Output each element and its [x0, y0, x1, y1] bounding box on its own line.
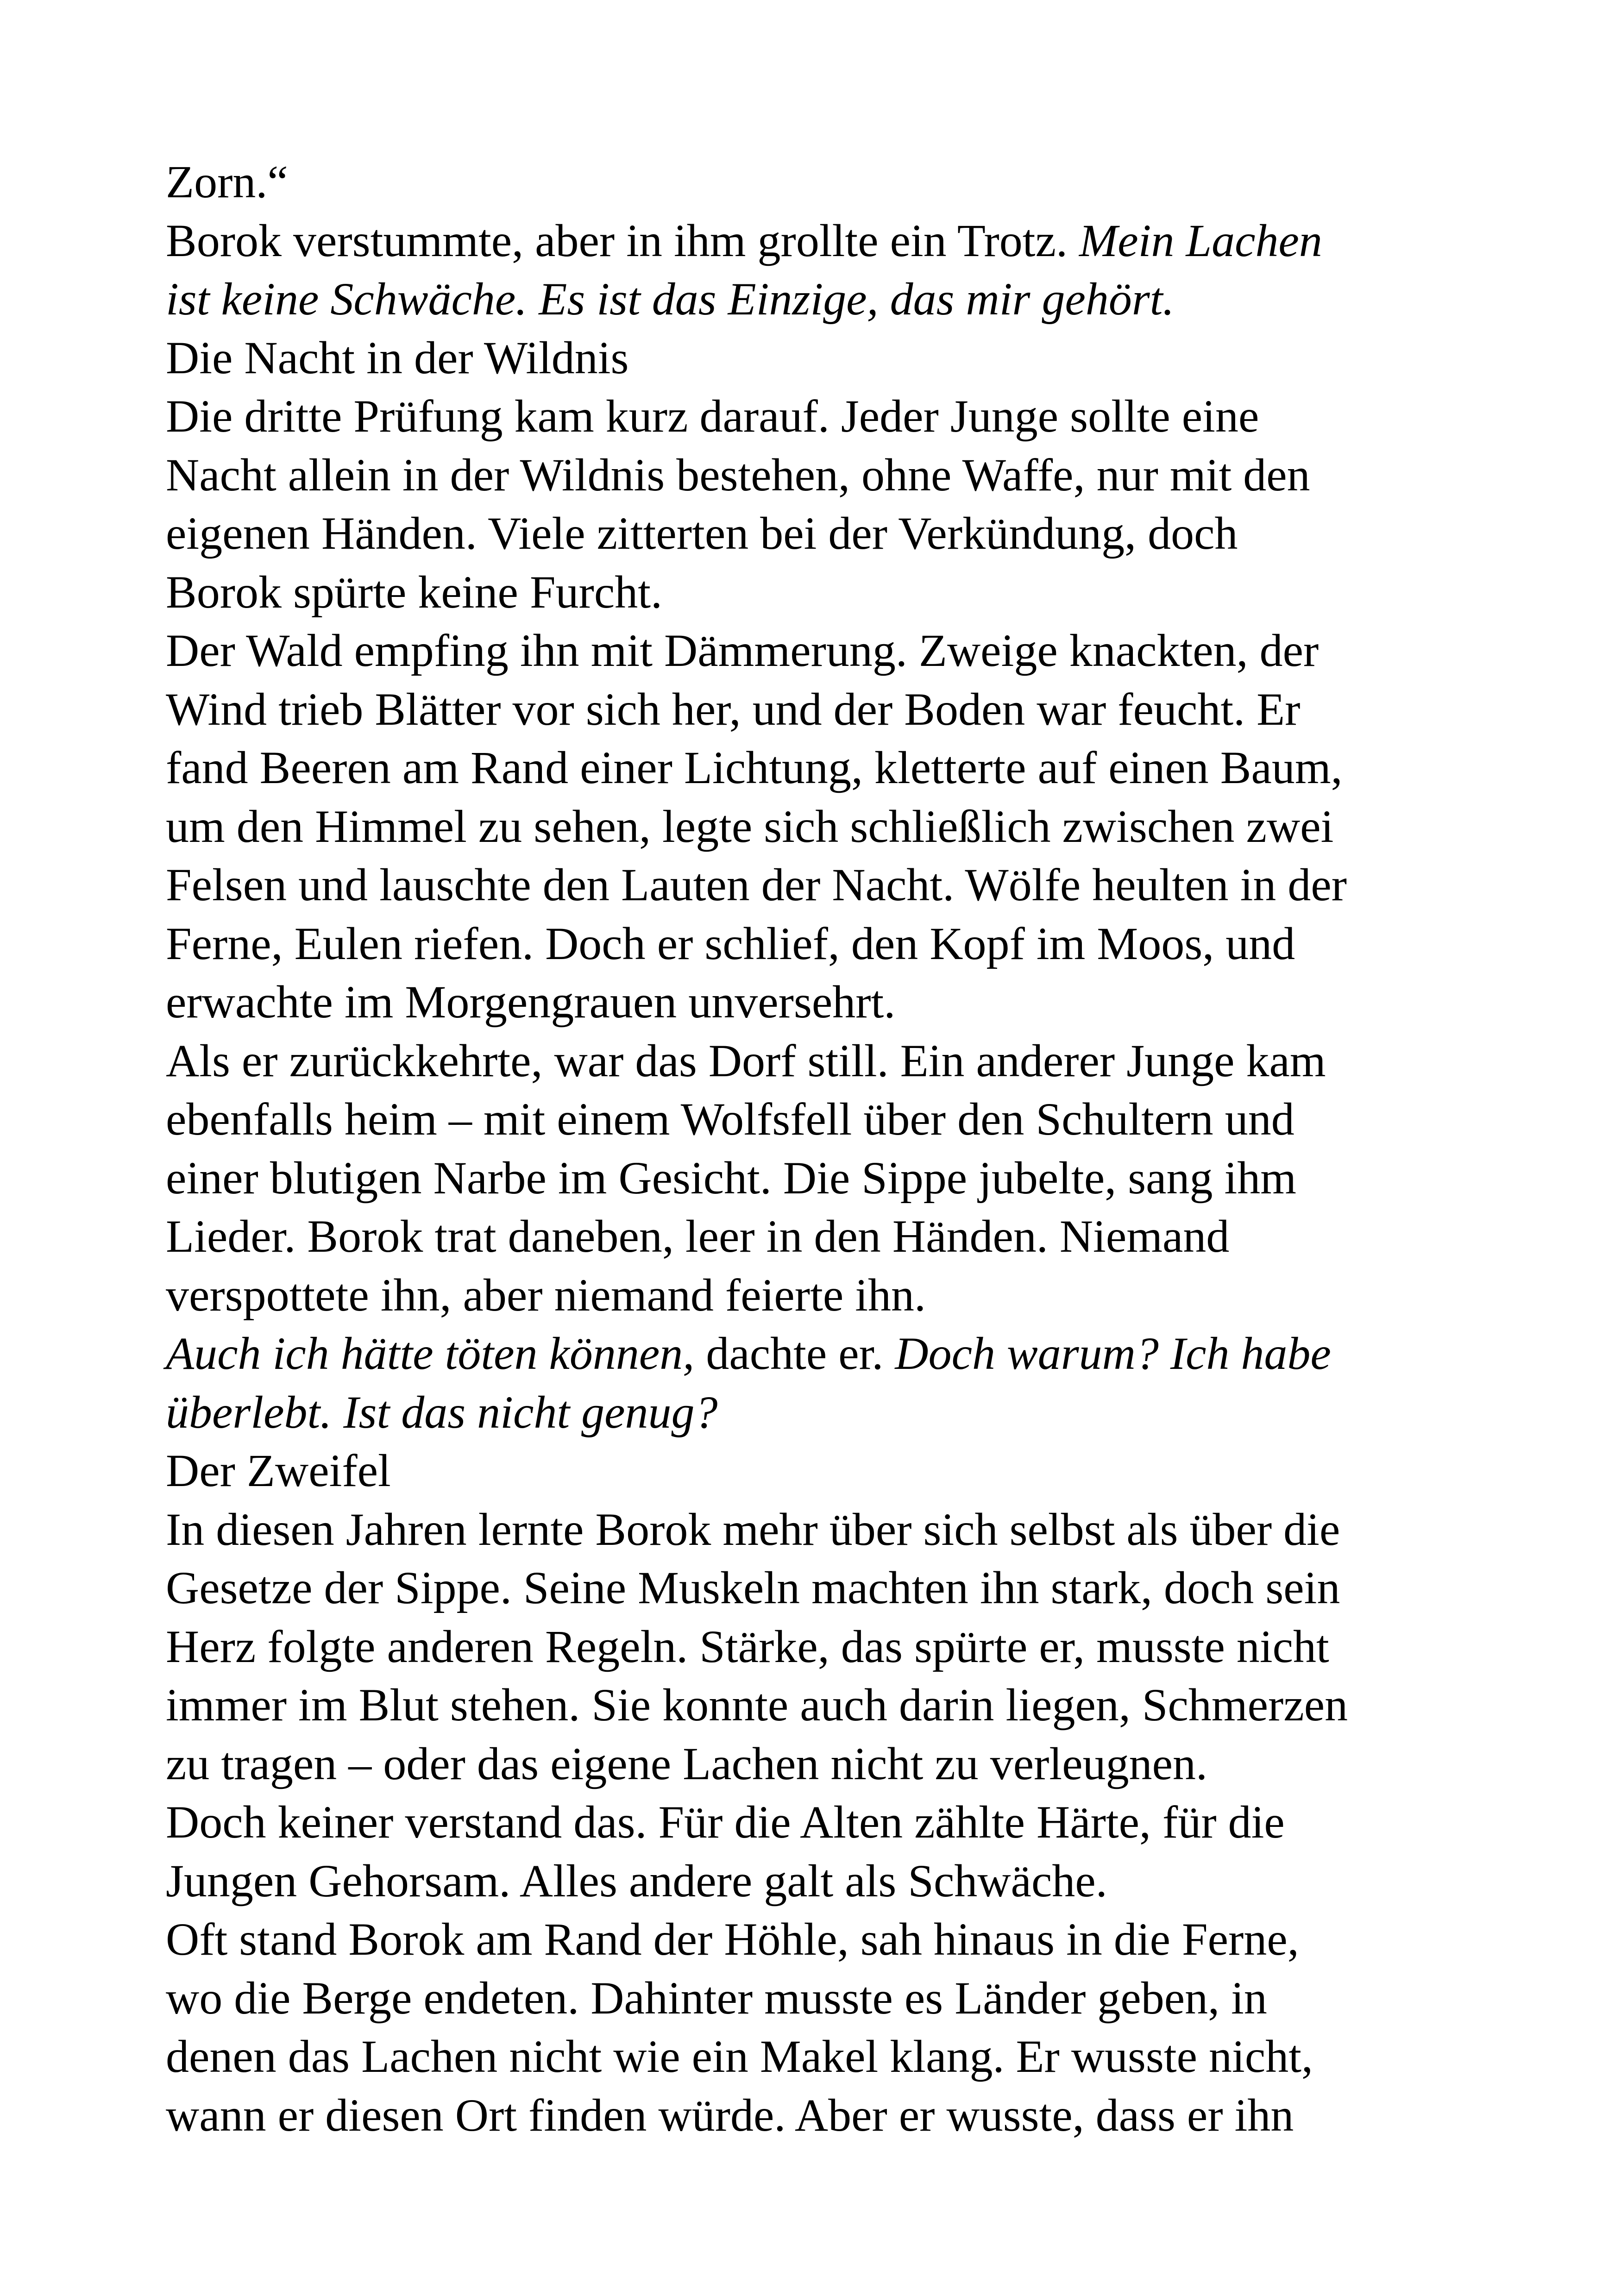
- text-line: [166, 1383, 1463, 1442]
- italic-text-run: Auch ich hätte töten können,: [166, 1328, 695, 1379]
- text-line: [166, 621, 1463, 680]
- text-run: dachte er.: [694, 1328, 895, 1379]
- text-run: einer blutigen Narbe im Gesicht. Die Sippe jubelte, sang ihm: [166, 1152, 1297, 1204]
- text-run: In diesen Jahren lernte Borok mehr über sich selbst als über die: [166, 1503, 1340, 1555]
- text-run: Borok verstummte, aber in ihm grollte ein Trotz.: [166, 214, 1079, 266]
- text-line: [166, 1032, 1463, 1091]
- text-run: immer im Blut stehen. Sie konnte auch darin liegen, Schmerzen: [166, 1679, 1348, 1731]
- text-run: Wind trieb Blätter vor sich her, und der Boden war feucht. Er: [166, 683, 1301, 735]
- text-run: zu tragen – oder das eigene Lachen nicht zu verleugnen.: [166, 1738, 1207, 1789]
- text-run: Zorn.“: [166, 156, 288, 207]
- text-line: [166, 1500, 1463, 1559]
- text-line: [166, 387, 1463, 446]
- text-line: [166, 1618, 1463, 1676]
- text-line: [166, 1735, 1463, 1794]
- text-run: fand Beeren am Rand einer Lichtung, kletterte auf einen Baum,: [166, 742, 1343, 793]
- text-line: [166, 739, 1463, 797]
- text-run: wo die Berge endeten. Dahinter musste es Länder geben, in: [166, 1972, 1267, 2024]
- text-line: [166, 1207, 1463, 1266]
- italic-text-run: Mein Lachen: [1079, 214, 1322, 266]
- text-line: [166, 446, 1463, 505]
- text-line: [166, 1149, 1463, 1208]
- text-run: wann er diesen Ort finden würde. Aber er wusste, dass er ihn: [166, 2089, 1294, 2141]
- text-line: [166, 856, 1463, 915]
- text-run: eigenen Händen. Viele zitterten bei der Verkündung, doch: [166, 508, 1238, 559]
- text-line: [166, 2086, 1463, 2145]
- text-run: Doch keiner verstand das. Für die Alten zählte Härte, für die: [166, 1796, 1285, 1848]
- text-line: [166, 1910, 1463, 1969]
- text-run: Borok spürte keine Furcht.: [166, 566, 663, 618]
- text-line: [166, 1090, 1463, 1149]
- text-line: [166, 2027, 1463, 2086]
- text-run: Nacht allein in der Wildnis bestehen, ohne Waffe, nur mit den: [166, 449, 1310, 501]
- text-line: [166, 797, 1463, 856]
- text-line: [166, 1676, 1463, 1735]
- text-run: Herz folgte anderen Regeln. Stärke, das spürte er, musste nicht: [166, 1620, 1329, 1672]
- text-run: erwachte im Morgengrauen unversehrt.: [166, 976, 896, 1028]
- text-run: Die dritte Prüfung kam kurz darauf. Jeder Junge sollte eine: [166, 390, 1259, 442]
- text-line: [166, 329, 1463, 388]
- text-line: [166, 1852, 1463, 1911]
- text-run: Die Nacht in der Wildnis: [166, 332, 629, 383]
- text-line: [166, 680, 1463, 739]
- text-line: [166, 504, 1463, 563]
- text-line: [166, 153, 1463, 212]
- text-run: Lieder. Borok trat daneben, leer in den Händen. Niemand: [166, 1211, 1230, 1262]
- text-line: [166, 270, 1463, 329]
- text-run: Jungen Gehorsam. Alles andere galt als Schwäche.: [166, 1855, 1107, 1907]
- text-line: [166, 973, 1463, 1032]
- italic-text-run: Doch warum? Ich habe: [895, 1328, 1331, 1379]
- italic-text-run: ist keine Schwäche. Es ist das Einzige, das mir gehört.: [166, 273, 1175, 325]
- text-line: [166, 1442, 1463, 1500]
- text-line: [166, 212, 1463, 270]
- text-run: Gesetze der Sippe. Seine Muskeln machten ihn stark, doch sein: [166, 1562, 1340, 1613]
- text-line: [166, 1969, 1463, 2028]
- text-run: Ferne, Eulen riefen. Doch er schlief, den Kopf im Moos, und: [166, 917, 1295, 969]
- text-line: [166, 1559, 1463, 1618]
- text-run: ebenfalls heim – mit einem Wolfsfell über den Schultern und: [166, 1093, 1294, 1145]
- text-run: Der Wald empfing ihn mit Dämmerung. Zweige knackten, der: [166, 625, 1319, 676]
- text-run: Der Zweifel: [166, 1445, 391, 1496]
- text-line: [166, 915, 1463, 973]
- text-run: um den Himmel zu sehen, legte sich schließlich zwischen zwei: [166, 800, 1334, 852]
- text-line: [166, 1793, 1463, 1852]
- italic-text-run: überlebt. Ist das nicht genug?: [166, 1386, 718, 1438]
- text-run: Als er zurückkehrte, war das Dorf still. Ein anderer Junge kam: [166, 1035, 1326, 1086]
- text-line: [166, 1324, 1463, 1383]
- text-run: Felsen und lauschte den Lauten der Nacht. Wölfe heulten in der: [166, 859, 1347, 910]
- text-run: verspottete ihn, aber niemand feierte ihn.: [166, 1269, 926, 1321]
- text-run: denen das Lachen nicht wie ein Makel klang. Er wusste nicht,: [166, 2031, 1313, 2082]
- body-text: [166, 153, 1463, 2145]
- text-run: Oft stand Borok am Rand der Höhle, sah hinaus in die Ferne,: [166, 1913, 1299, 1965]
- text-line: [166, 563, 1463, 622]
- text-line: [166, 1266, 1463, 1325]
